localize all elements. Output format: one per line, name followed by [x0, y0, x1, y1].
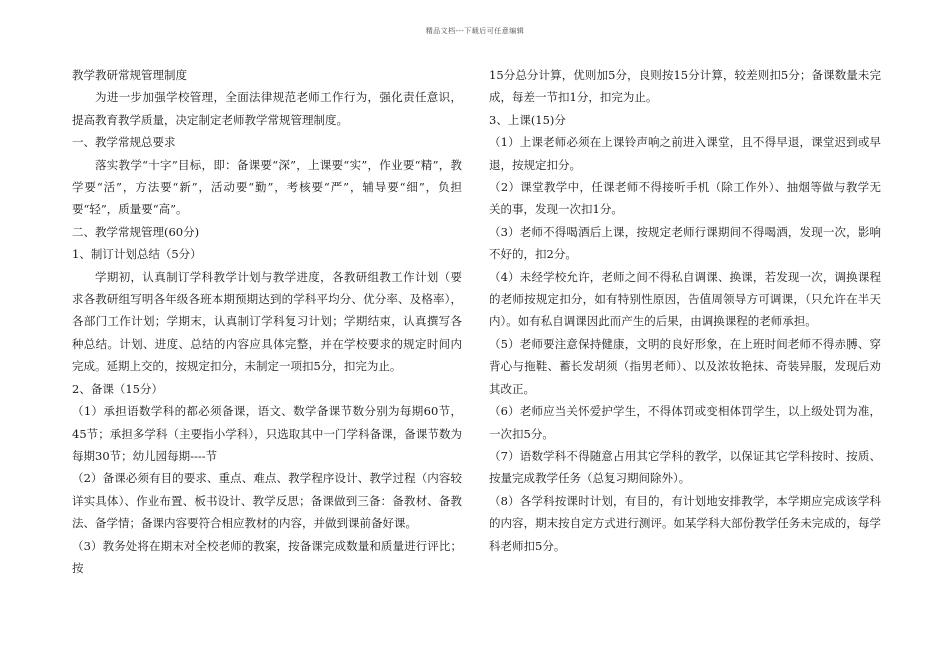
paragraph: 一、教学常规总要求	[72, 135, 176, 150]
paragraph: 15分总分计算，优则加5分，良则按15分计算，较差则扣5分；备课数量未完成，每差一节扣1分，扣完为止。	[489, 68, 881, 105]
paragraph: 二、教学常规管理(60分)	[72, 224, 200, 239]
paragraph: （2）备课必须有目的要求、重点、难点、教学程序设计、教学过程（内容较详实具体）、作业布置、板书设计、教学反思；备课做到三备：备教材、备教法、备学情；备课内容要符合相应教材的内容，并做到课前备好课。	[72, 471, 462, 531]
paragraph: 落实教学“十字”目标，即：备课要“深”，上课要“实”，作业要“精”，教学要“活”，方法要“新”，活动要“勤”，考核要“严”，辅导要“细”，负担要“轻”，质量要“高”。	[72, 157, 462, 217]
page-header: 精品文档---下载后可任意编辑	[425, 27, 525, 35]
paragraph: 为进一步加强学校管理，全面法律规范老师工作行为，强化责任意识，提高教育教学质量，决定制定老师教学常规管理制度。	[72, 90, 462, 127]
left-column	[72, 64, 462, 579]
paragraph: （1）上课老师必须在上课铃声响之前进入课堂，且不得早退，课堂迟到或早退，按规定扣分。	[489, 135, 881, 172]
paragraph: 教学教研常规管理制度	[72, 68, 187, 82]
paragraph: （3）教务处将在期末对全校老师的教案，按备课完成数量和质量进行评比；按	[72, 538, 462, 575]
paragraph: 1、制订计划总结（5分）	[72, 247, 202, 262]
paragraph: （5）老师要注意保持健康，文明的良好形象，在上班时间老师不得赤膊、穿背心与拖鞋、蓄长发胡须（指男老师）、以及浓妆艳抹、奇装异服，发现后劝其改正。	[489, 336, 881, 396]
paragraph: （1）承担语数学科的都必须备课，语文、数学备课节数分别为每期60节，45节；承担多学科（主要指小学科），只选取其中一门学科备课，备课节数为每期30节；幼儿园每期----节	[72, 404, 462, 463]
paragraph: （3）老师不得喝酒后上课，按规定老师行课期间不得喝酒，发现一次，影响不好的，扣2分。	[489, 224, 881, 262]
paragraph: （7）语数学科不得随意占用其它学科的教学，以保证其它学科按时、按质、按量完成教学任务（总复习期间除外）。	[489, 448, 881, 486]
paragraph: 3、上课(15)分	[489, 112, 566, 127]
paragraph: （6）老师应当关怀爱护学生，不得体罚或变相体罚学生，以上级处罚为准，一次扣5分。	[489, 404, 881, 441]
paragraph: （2）课堂教学中，任课老师不得接听手机（除工作外）、抽烟等做与教学无关的事，发现一次扣1分。	[489, 180, 881, 217]
paragraph: 2、备课（15分）	[72, 381, 163, 396]
paragraph: （8）各学科按课时计划，有目的，有计划地安排教学，本学期应完成该学科的内容，期末按自定方式进行测评。如某学科大部份教学任务未完成的，每学科老师扣5分。	[489, 493, 881, 553]
paragraph: 学期初，认真制订学科教学计划与教学进度，各教研组教工作计划（要求各教研组写明各年级各班本期预期达到的学科平均分、优分率、及格率），各部门工作计划；学期末，认真制订学科复习计划；学期结束，认真撰写各种总结。计划、进度、总结的内容应具体完整，并在学校要求的规定时间内完成。延期上交的，按规定扣分，未制定一项扣5分，扣完为止。	[72, 269, 462, 374]
right-column	[489, 64, 881, 557]
paragraph: （4）未经学校允许，老师之间不得私自调课、换课，若发现一次，调换课程的老师按规定扣分，如有特别性原因，告值周领导方可调课，（只允许在半天内）。如有私自调课因此而产生的后果，由调换课程的老师承担。	[489, 269, 881, 329]
